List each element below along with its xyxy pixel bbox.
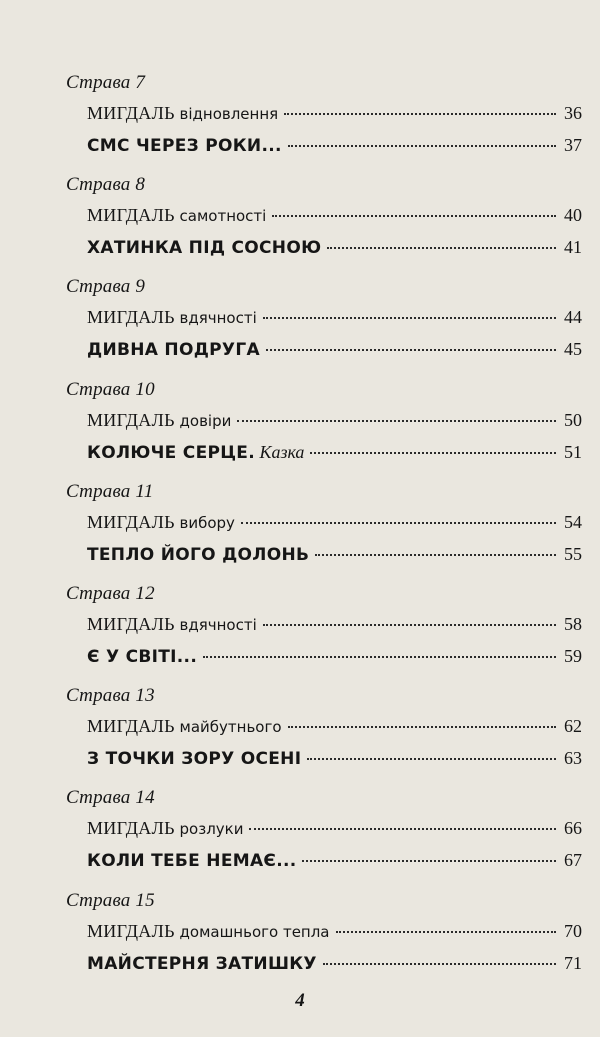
entry-page-number: 41 xyxy=(564,237,582,258)
entry-title-caps: ТЕПЛО ЙОГО ДОЛОНЬ xyxy=(87,544,310,565)
dot-leader xyxy=(263,317,556,319)
entry-title xyxy=(87,102,278,125)
dot-leader xyxy=(284,113,556,115)
entry-title xyxy=(87,748,301,770)
entry-page-number: 37 xyxy=(564,135,582,155)
section-heading: Страва 13 xyxy=(66,685,155,707)
toc-entry[interactable] xyxy=(87,338,582,360)
entry-page-number: 67 xyxy=(564,850,582,871)
entry-title xyxy=(87,920,330,943)
toc-entry[interactable] xyxy=(87,613,582,635)
entry-page-number: 66 xyxy=(564,818,582,839)
entry-title xyxy=(87,135,282,157)
entry-title-caps: З ТОЧКИ ЗОРУ ОСЕНІ xyxy=(87,749,302,770)
toc-entry[interactable] xyxy=(87,817,582,839)
entry-title xyxy=(87,409,231,432)
dot-leader xyxy=(237,420,556,422)
section-heading: Страва 12 xyxy=(66,583,155,604)
section-heading: Страва 14 xyxy=(66,787,155,809)
entry-title-rest: самотності xyxy=(174,207,267,226)
entry-title-rest: вдячності xyxy=(174,309,257,328)
entry-page-number: 62 xyxy=(564,716,582,737)
entry-title-caps: МИГДАЛЬ xyxy=(87,205,175,226)
entry-title-caps: МИГДАЛЬ xyxy=(87,409,175,430)
entry-title-caps: МИГДАЛЬ xyxy=(87,818,175,839)
entry-title-rest: майбутнього xyxy=(174,718,282,737)
entry-title-caps: КОЛЮЧЕ СЕРЦЕ. xyxy=(87,442,255,463)
entry-title xyxy=(87,339,260,361)
section-heading: Страва 10 xyxy=(66,378,155,400)
section-heading: Страва 7 xyxy=(66,72,146,93)
entry-page-number: 70 xyxy=(564,920,582,941)
entry-title-caps: МИГДАЛЬ xyxy=(87,614,175,634)
dot-leader xyxy=(307,758,556,760)
page-number: 4 xyxy=(295,990,305,1011)
toc-entry[interactable] xyxy=(87,409,582,431)
section-heading: Страва 8 xyxy=(66,174,146,196)
entry-title-rest: відновлення xyxy=(174,105,279,123)
entry-page-number: 59 xyxy=(564,646,582,666)
entry-title-rest: розлуки xyxy=(174,820,244,839)
entry-title xyxy=(87,613,257,636)
entry-title-caps: СМС ЧЕРЕЗ РОКИ... xyxy=(87,136,282,156)
entry-title-caps: КОЛИ ТЕБЕ НЕМАЄ... xyxy=(87,851,297,872)
entry-page-number: 58 xyxy=(564,614,582,634)
section-heading: Страва 15 xyxy=(66,889,155,911)
dot-leader xyxy=(272,215,556,217)
entry-page-number: 50 xyxy=(564,409,582,430)
entry-title xyxy=(87,204,266,227)
entry-page-number: 51 xyxy=(564,441,582,462)
entry-title xyxy=(87,237,321,259)
dot-leader xyxy=(241,522,556,524)
entry-title xyxy=(87,715,282,738)
entry-title xyxy=(87,850,296,872)
section-heading: Страва 11 xyxy=(66,480,154,502)
dot-leader xyxy=(302,860,556,862)
entry-title-caps: МИГДАЛЬ xyxy=(87,103,175,123)
entry-page-number: 63 xyxy=(564,748,582,769)
entry-title-caps: МИГДАЛЬ xyxy=(87,307,175,328)
toc-entry[interactable] xyxy=(87,236,582,258)
dot-leader xyxy=(263,624,556,626)
entry-page-number: 55 xyxy=(564,543,582,564)
entry-title-caps: МИГДАЛЬ xyxy=(87,511,175,532)
entry-title-caps: МАЙСТЕРНЯ ЗАТИШКУ xyxy=(87,953,317,974)
entry-title-rest: вибору xyxy=(174,513,235,532)
entry-page-number: 40 xyxy=(564,205,582,226)
toc-entry[interactable] xyxy=(87,441,582,463)
toc-entry[interactable] xyxy=(87,645,582,667)
toc-entry[interactable] xyxy=(87,543,582,565)
dot-leader xyxy=(249,828,556,830)
toc-entry[interactable] xyxy=(87,134,582,156)
entry-title-caps: ДИВНА ПОДРУГА xyxy=(87,340,260,361)
toc-entry[interactable] xyxy=(87,204,582,226)
entry-title-caps: ХАТИНКА ПІД СОСНОЮ xyxy=(87,238,322,259)
entry-title-caps: МИГДАЛЬ xyxy=(87,920,175,941)
dot-leader xyxy=(266,349,556,351)
entry-title xyxy=(87,306,257,329)
toc-entry[interactable] xyxy=(87,715,582,737)
entry-title-note: Казка xyxy=(254,441,305,462)
entry-title xyxy=(87,817,243,840)
entry-page-number: 44 xyxy=(564,307,582,328)
section-heading: Страва 9 xyxy=(66,276,146,298)
toc-entry[interactable] xyxy=(87,952,582,974)
entry-title-caps: МИГДАЛЬ xyxy=(87,716,175,737)
entry-page-number: 71 xyxy=(564,952,582,973)
entry-title xyxy=(87,544,309,566)
toc-entry[interactable] xyxy=(87,747,582,769)
entry-title-rest: домашнього тепла xyxy=(174,922,330,941)
toc-entry[interactable] xyxy=(87,306,582,328)
entry-title-rest: довіри xyxy=(174,411,232,430)
entry-page-number: 54 xyxy=(564,511,582,532)
dot-leader xyxy=(323,963,556,965)
entry-page-number: 36 xyxy=(564,103,582,123)
entry-title xyxy=(87,511,235,534)
dot-leader xyxy=(310,452,556,454)
dot-leader xyxy=(336,931,556,933)
toc-entry[interactable] xyxy=(87,102,582,124)
dot-leader xyxy=(327,247,556,249)
entry-title-rest: вдячності xyxy=(174,616,257,634)
dot-leader xyxy=(288,145,556,147)
toc-entry[interactable] xyxy=(87,849,582,871)
dot-leader xyxy=(288,726,556,728)
toc-entry[interactable] xyxy=(87,920,582,942)
dot-leader xyxy=(203,656,556,658)
entry-title xyxy=(87,646,197,668)
entry-title xyxy=(87,441,304,464)
entry-page-number: 45 xyxy=(564,339,582,360)
entry-title xyxy=(87,953,317,975)
entry-title-caps: Є У СВІТІ... xyxy=(87,647,198,667)
dot-leader xyxy=(315,554,556,556)
toc-entry[interactable] xyxy=(87,511,582,533)
